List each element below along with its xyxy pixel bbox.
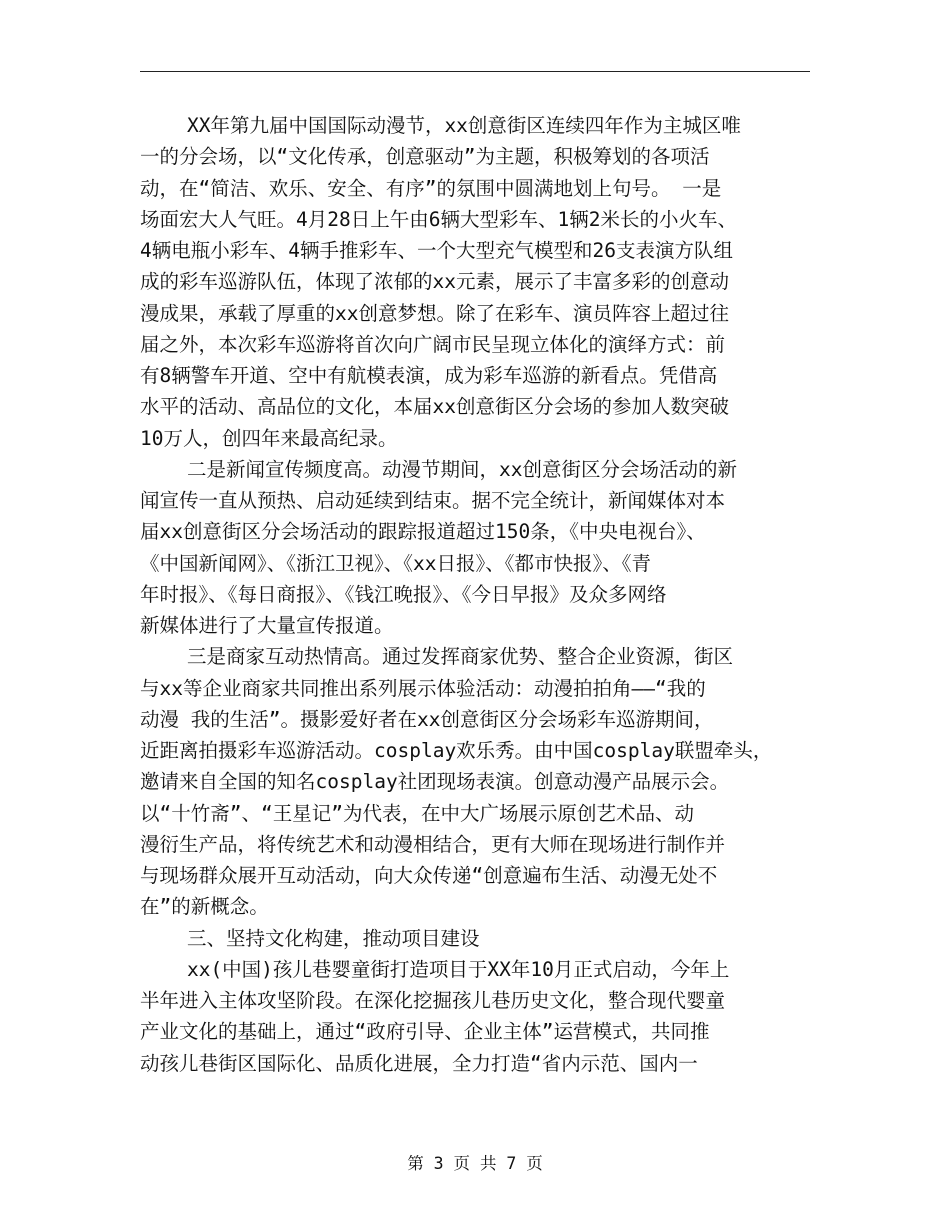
text-line: 届之外，本次彩车巡游将首次向广阔市民呈现立体化的演绎方式：前 (140, 332, 726, 356)
page-footer: 第 3 页 共 7 页 (407, 1154, 543, 1173)
text-line: 《中国新闻网》、《浙江卫视》、《xx日报》、《都市快报》、《青 (140, 551, 651, 575)
text-line: 产业文化的基础上，通过“政府引导、企业主体”运营模式，共同推 (140, 1020, 710, 1044)
text-line: 有8辆警车开道、空中有航模表演，成为彩车巡游的新看点。凭借高 (140, 364, 718, 387)
text-line: 三是商家互动热情高。通过发挥商家优势、整合企业资源，街区 (140, 645, 733, 669)
document-body (140, 110, 820, 1079)
text-line: 与现场群众展开互动活动，向大众传递“创意遍布生活、动漫无处不 (140, 864, 718, 887)
text-line: 4辆电瓶小彩车、4辆手推彩车、一个大型充气模型和26支表演方队组 (140, 239, 733, 262)
text-line: 成的彩车巡游队伍，体现了浓郁的xx元素，展示了丰富多彩的创意动 (140, 270, 729, 294)
text-line: 近距离拍摄彩车巡游活动。cosplay欢乐秀。由中国cosplay联盟牵头， (140, 739, 773, 762)
text-line: 新媒体进行了大量宣传报道。 (140, 614, 394, 637)
text-line: 与xx等企业商家共同推出系列展示体验活动：动漫拍拍角——“我的 (140, 676, 706, 700)
text-line: 动，在“简洁、欢乐、安全、有序”的氛围中圆满地划上句号。 一是 (140, 176, 722, 200)
text-line: 在”的新概念。 (140, 895, 269, 919)
text-line: xx(中国)孩儿巷婴童街打造项目于XX年10月正式启动，今年上 (140, 957, 730, 981)
text-line: 动漫 我的生活”。摄影爱好者在xx创意街区分会场彩车巡游期间， (140, 707, 714, 731)
text-line: 漫衍生产品，将传统艺术和动漫相结合，更有大师在现场进行制作并 (140, 832, 726, 856)
text-line: 三、坚持文化构建，推动项目建设 (140, 926, 480, 950)
text-line: 邀请来自全国的知名cosplay社团现场表演。创意动漫产品展示会。 (140, 770, 730, 794)
text-line: 年时报》、《每日商报》、《钱江晚报》、《今日早报》及众多网络 (140, 582, 667, 606)
text-line: 动孩儿巷街区国际化、品质化进展，全力打造“省内示范、国内一 (140, 1051, 698, 1075)
text-line: 水平的活动、高品位的文化，本届xx创意街区分会场的参加人数突破 (140, 395, 729, 419)
text-line: 场面宏大人气旺。4月28日上午由6辆大型彩车、1辆2米长的小火车、 (140, 207, 737, 231)
text-line: 闻宣传一直从预热、启动延续到结束。据不完全统计，新闻媒体对本 (140, 489, 726, 512)
text-line: 以“十竹斋”、“王星记”为代表，在中大广场展示原创艺术品、动 (140, 801, 694, 825)
text-line: 半年进入主体攻坚阶段。在深化挖掘孩儿巷历史文化，整合现代婴童 (140, 989, 726, 1012)
header-rule (140, 71, 810, 72)
text-line: 10万人，创四年来最高纪录。 (140, 426, 398, 450)
text-line: 二是新闻宣传频度高。动漫节期间，xx创意街区分会场活动的新 (140, 457, 737, 481)
text-line: XX年第九届中国国际动漫节，xx创意街区连续四年作为主城区唯 (140, 114, 741, 137)
text-line: 漫成果，承载了厚重的xx创意梦想。除了在彩车、演员阵容上超过往 (140, 301, 729, 325)
text-line: 届xx创意街区分会场活动的跟踪报道超过150条，《中央电视台》、 (140, 520, 706, 544)
text-line: 一的分会场，以“文化传承，创意驱动”为主题，积极筹划的各项活 (140, 145, 710, 169)
